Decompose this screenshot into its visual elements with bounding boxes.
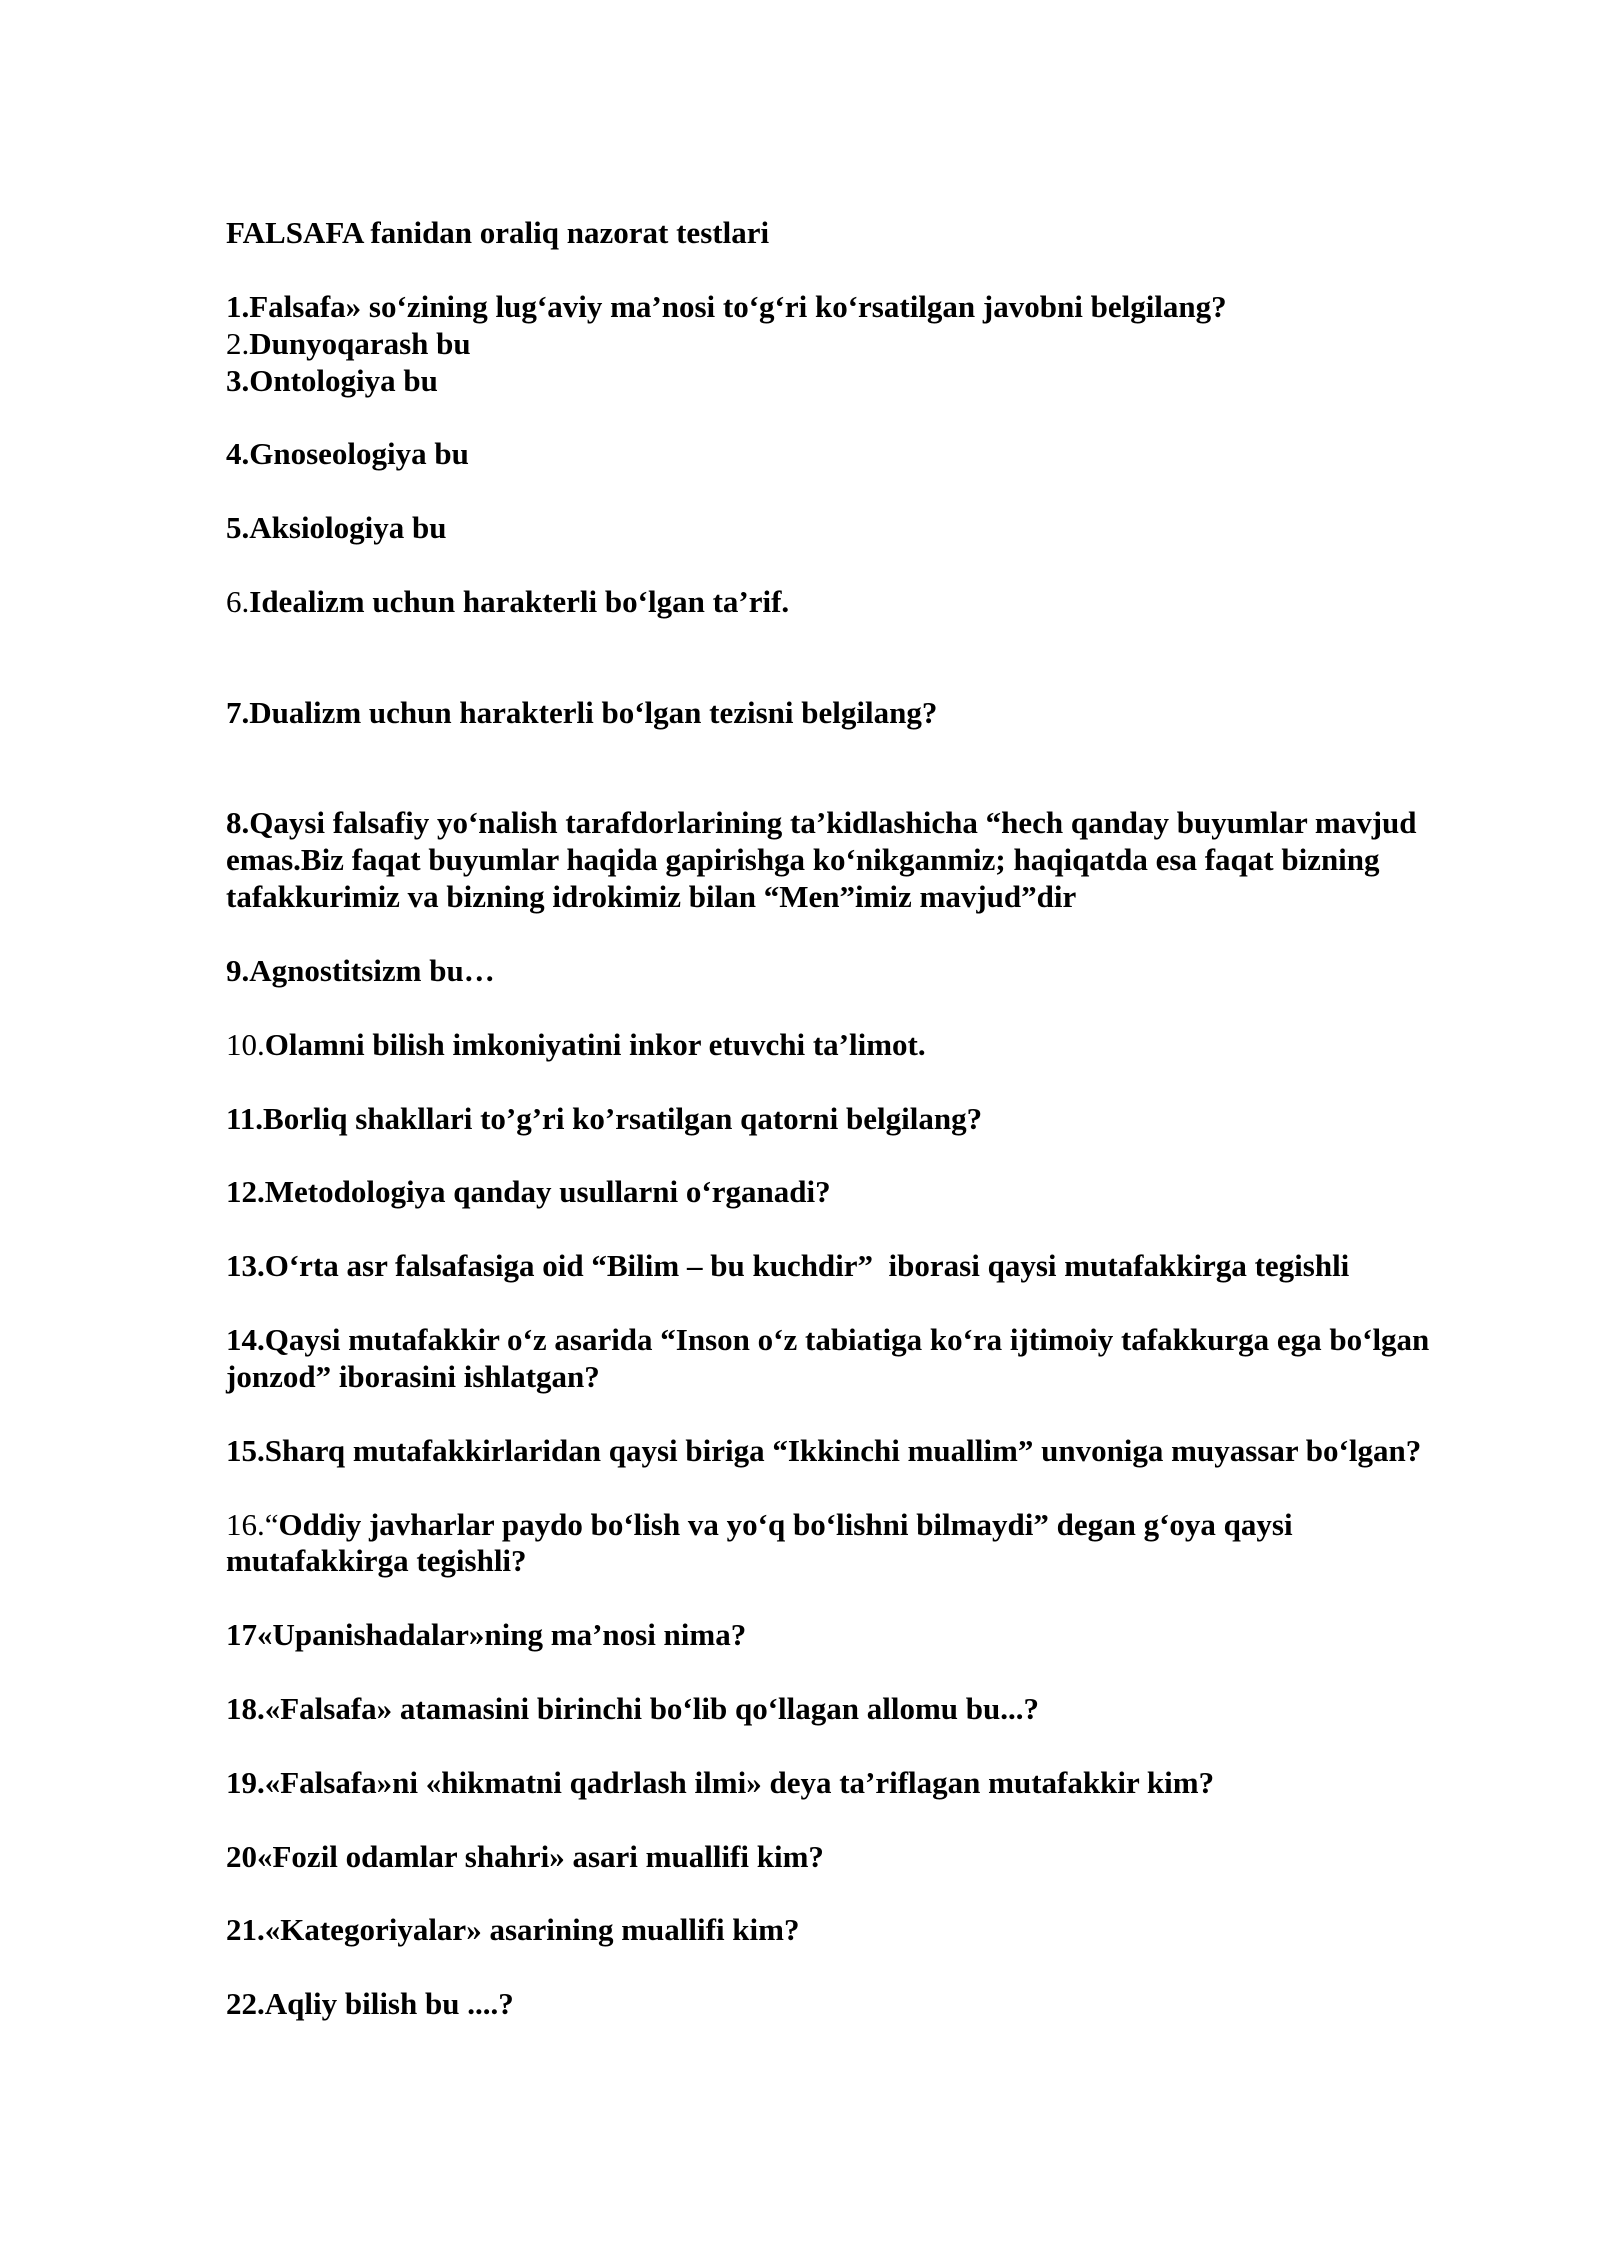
question-line: 21.«Kategoriyalar» asarining muallifi kim?: [226, 1912, 800, 1948]
question-line: 22.Aqliy bilish bu ....?: [226, 1986, 514, 2022]
question-20: [226, 1839, 1520, 1876]
question-line: 11.Borliq shakllari to’g’ri ko’rsatilgan qatorni belgilang?: [226, 1100, 983, 1136]
question-11: [226, 1101, 1520, 1138]
question-line: 8.Qaysi falsafiy yo‘nalish tarafdorlarining ta’kidlashicha “hech qanday buyumlar mavjud: [226, 805, 1417, 841]
question-line: 1.Falsafa» so‘zining lug‘aviy ma’nosi to‘g‘ri ko‘rsatilgan javobni belgilang?: [226, 288, 1227, 324]
question-line: 9.Agnostitsizm bu…: [226, 953, 495, 989]
question-21: [226, 1912, 1520, 1949]
question-line: 12.Metodologiya qanday usullarni o‘rganadi?: [226, 1174, 831, 1210]
question-13: [226, 1248, 1520, 1285]
question-line: tafakkurimiz va bizning idrokimiz bilan “Men”imiz mavjud”dir: [226, 879, 1077, 915]
question-14: [226, 1322, 1520, 1396]
question-line: 14.Qaysi mutafakkir o‘z asarida “Inson o‘z tabiatiga ko‘ra ijtimoiy tafakkurga ega bo‘lgan: [226, 1322, 1430, 1357]
question-line: emas.Biz faqat buyumlar haqida gapirishga ko‘nikganmiz; haqiqatda esa faqat bizning: [226, 842, 1380, 878]
question-8: [226, 805, 1520, 916]
question-line: Idealizm uchun harakterli bo‘lgan ta’rif.: [249, 584, 790, 619]
question-7: [226, 695, 1520, 732]
question-line: mutafakkirga tegishli?: [226, 1543, 527, 1579]
question-line: 15.Sharq mutafakkirlaridan qaysi biriga “Ikkinchi muallim” unvoniga muyassar bo‘lgan?: [226, 1432, 1422, 1468]
question-22: [226, 1986, 1520, 2023]
question-line: jonzod” iborasini ishlatgan?: [226, 1358, 600, 1394]
document-title: [226, 215, 1520, 252]
question-line: 19.«Falsafa»ni «hikmatni qadrlash ilmi» deya ta’riflagan mutafakkir kim?: [226, 1764, 1215, 1800]
question-9: [226, 953, 1520, 990]
question-line: 7.Dualizm uchun harakterli bo‘lgan tezisni belgilang?: [226, 694, 938, 730]
question-2: [226, 326, 1520, 363]
question-16: [226, 1507, 1520, 1581]
question-17: [226, 1617, 1520, 1654]
question-line: Olamni bilish imkoniyatini inkor etuvchi ta’limot.: [264, 1026, 926, 1062]
question-number-plain: 6.: [226, 584, 250, 619]
question-line: Oddiy javharlar paydo bo‘lish va yo‘q bo‘lishni bilmaydi” degan g‘oya qaysi: [278, 1506, 1293, 1542]
question-12: [226, 1174, 1520, 1211]
question-line: 20«Fozil odamlar shahri» asari muallifi kim?: [226, 1838, 824, 1874]
question-5: [226, 510, 1520, 547]
question-3: [226, 363, 1520, 400]
question-number-plain: 2.: [226, 325, 250, 361]
question-18: [226, 1691, 1520, 1728]
question-4: [226, 436, 1520, 473]
question-line: 4.Gnoseologiya bu: [226, 436, 469, 472]
question-line: Dunyoqarash bu: [249, 325, 471, 361]
question-15: [226, 1433, 1520, 1470]
question-line: 17«Upanishadalar»ning ma’nosi nima?: [226, 1617, 747, 1653]
question-line: 13.O‘rta asr falsafasiga oid “Bilim – bu kuchdir” iborasi qaysi mutafakkirga tegishli: [226, 1248, 1350, 1284]
question-line: 18.«Falsafa» atamasini birinchi bo‘lib qo‘llagan allomu bu...?: [226, 1691, 1040, 1726]
question-6: [226, 584, 1520, 621]
question-number-plain: 10.: [226, 1026, 265, 1062]
question-10: [226, 1027, 1520, 1064]
question-line: 3.Ontologiya bu: [226, 362, 438, 398]
question-number-plain: 16.“: [226, 1506, 279, 1542]
question-19: [226, 1765, 1520, 1802]
title-text: FALSAFA fanidan oraliq nazorat testlari: [226, 215, 770, 250]
question-1: [226, 289, 1520, 326]
question-line: 5.Aksiologiya bu: [226, 510, 447, 546]
